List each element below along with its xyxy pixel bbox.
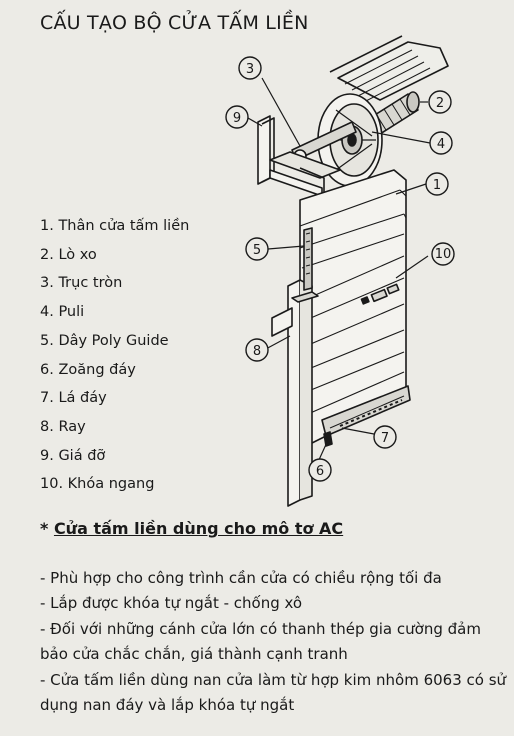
svg-text:6: 6 — [315, 464, 325, 479]
part-item: 2. Lò xo — [40, 246, 97, 263]
svg-text:10: 10 — [434, 247, 452, 262]
parts-list — [40, 212, 189, 499]
part-item: 9. Giá đỡ — [40, 447, 106, 464]
svg-text:8: 8 — [252, 344, 262, 359]
note-heading-text: Cửa tấm liền dùng cho mô tơ AC — [53, 519, 344, 538]
feature-item: - Đối với những cánh cửa lớn có thanh thép gia cường đảm bảo cửa chắc chắn, giá thành cạnh tranh — [40, 619, 481, 664]
svg-text:3: 3 — [245, 62, 255, 77]
callout-4 — [430, 132, 452, 154]
part-item: 4. Puli — [40, 304, 85, 321]
page-title: CẤU TẠO BỘ CỬA TẤM LIỀN — [40, 12, 309, 34]
part-item: 5. Dây Poly Guide — [40, 332, 169, 349]
part-item: 3. Trục tròn — [40, 275, 123, 292]
svg-text:5: 5 — [252, 243, 262, 258]
callout-5 — [246, 238, 268, 260]
feature-item: - Cửa tấm liền dùng nan cửa làm từ hợp kim nhôm 6063 có sử dụng nan đáy và lắp khóa tự ngắt — [40, 670, 507, 715]
feature-item: - Phù hợp cho công trình cần cửa có chiều rộng tối đa — [40, 569, 442, 587]
svg-text:9: 9 — [232, 111, 242, 126]
callout-2 — [429, 91, 451, 113]
feature-item: - Lắp được khóa tự ngắt - chống xô — [40, 594, 303, 613]
features-list — [40, 566, 508, 718]
svg-text:2: 2 — [435, 96, 445, 111]
rolled-curtain — [330, 36, 448, 102]
callout-10 — [432, 243, 454, 265]
note-heading — [40, 519, 343, 538]
callout-1 — [426, 173, 448, 195]
part-item: 6. Zoăng đáy — [40, 361, 136, 378]
svg-text:4: 4 — [436, 137, 446, 152]
part-item: 10. Khóa ngang — [40, 476, 155, 493]
callout-9 — [226, 106, 248, 128]
part-item: 8. Ray — [40, 418, 86, 435]
callout-7 — [374, 426, 396, 448]
part-item: 7. Lá đáy — [40, 390, 107, 407]
callout-8 — [246, 339, 268, 361]
callout-6 — [309, 459, 331, 481]
svg-text:7: 7 — [380, 431, 390, 446]
part-item: 1. Thân cửa tấm liền — [40, 218, 190, 234]
svg-text:1: 1 — [432, 178, 442, 193]
poly-guide-rope — [304, 228, 312, 290]
note-star: * — [40, 519, 54, 538]
callout-3 — [239, 57, 261, 79]
